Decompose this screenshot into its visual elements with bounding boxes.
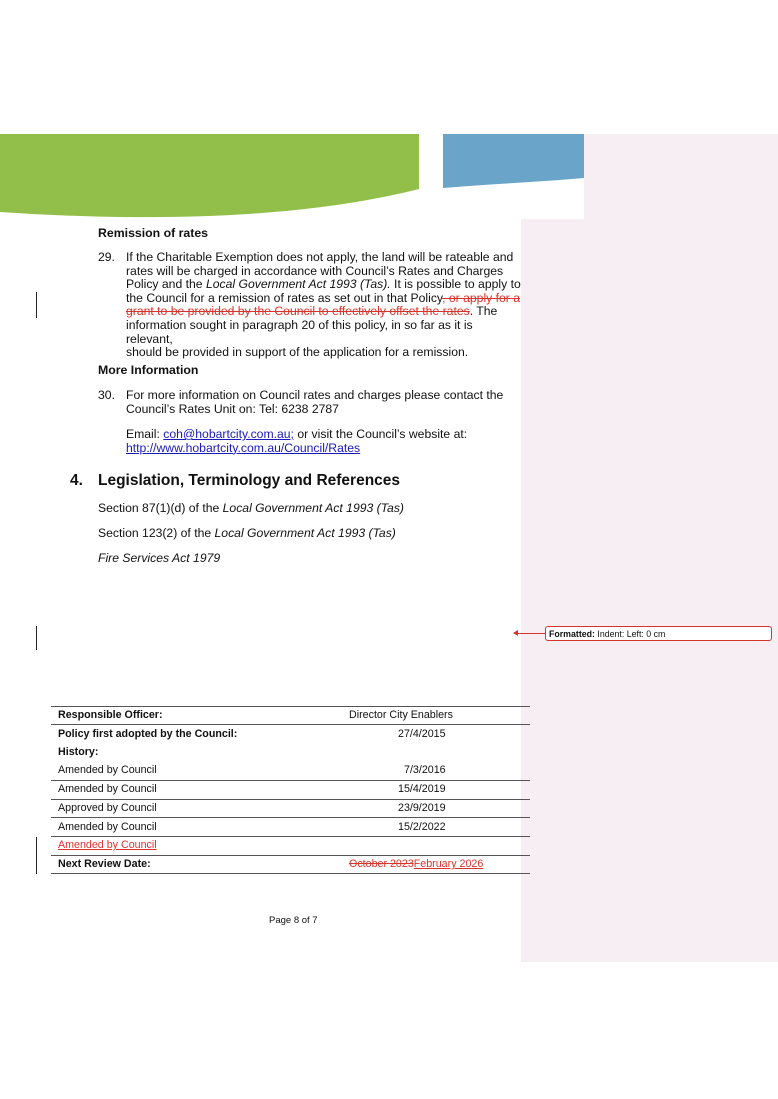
page-number: Page 8 of 7: [269, 915, 318, 926]
item-30-number: 30.: [98, 388, 115, 402]
email-link[interactable]: coh@hobartcity.com.au;: [163, 427, 294, 441]
item-29-line: If the Charitable Exemption does not apply, the land will be rateable and: [126, 250, 514, 264]
history-label: Amended by Council: [58, 821, 157, 833]
item-29-line: the Council for a remission of rates as set out in that Policy, or apply for a: [126, 290, 521, 305]
table-row: [51, 761, 530, 779]
table-row-history: [51, 743, 530, 761]
inserted-history-label: Amended by Council: [58, 839, 157, 851]
deleted-text: , or apply for a: [442, 290, 521, 305]
comment-anchor-arrow: [513, 630, 518, 636]
item-29-line: rates will be charged in accordance with Council’s Rates and Charges: [126, 263, 504, 278]
email-line: Email: coh@hobartcity.com.au; or visit the Council’s website at:: [126, 427, 468, 441]
history-label: History:: [58, 746, 99, 758]
review-label: Next Review Date:: [58, 858, 151, 870]
responsible-value: Director City Enablers: [349, 709, 453, 721]
change-bar: [36, 292, 37, 318]
table-row: [51, 780, 530, 798]
adopted-label: Policy first adopted by the Council:: [58, 728, 238, 740]
change-bar: [36, 626, 37, 650]
change-bar: [36, 837, 37, 874]
section-4-title: Legislation, Terminology and References: [98, 472, 401, 489]
reference-2: Section 123(2) of the Local Government Act 1993 (Tas): [98, 526, 396, 540]
history-date: 15/4/2019: [398, 783, 446, 795]
remission-heading: Remission of rates: [98, 226, 209, 240]
adopted-value: 27/4/2015: [398, 728, 446, 740]
history-label: Amended by Council: [58, 764, 157, 776]
blue-wave-shape: [443, 134, 584, 188]
header-banner: [0, 134, 584, 219]
responsible-label: Responsible Officer:: [58, 709, 163, 721]
review-value: [349, 858, 483, 870]
table-row-responsible: [51, 706, 530, 724]
reference-1: Section 87(1)(d) of the Local Government Act 1993 (Tas): [98, 501, 404, 515]
history-label: Amended by Council: [58, 783, 157, 795]
reference-3: Fire Services Act 1979: [98, 551, 221, 565]
markup-pane: [521, 219, 778, 962]
item-29-line: grant to be provided by the Council to effectively offset the rates. The: [126, 304, 498, 319]
inserted-text: February 2026: [413, 858, 484, 870]
item-29-number: 29.: [98, 250, 115, 264]
history-label: Approved by Council: [58, 802, 157, 814]
item-29-line: Policy and the Local Government Act 1993 (Tas). It is possible to apply to: [126, 277, 521, 292]
history-date: 7/3/2016: [404, 764, 446, 776]
item-29-paragraph: [126, 251, 521, 360]
table-row: [51, 818, 530, 836]
section-4-number: 4.: [70, 472, 83, 489]
deleted-text: grant to be provided by the Council to effectively offset the rates: [126, 304, 470, 319]
table-row-inserted: [51, 836, 530, 854]
item-29-line: information sought in paragraph 20 of this policy, in so far as it is relevant,: [126, 317, 473, 346]
comment-connector: [517, 633, 545, 634]
table-row-review: [51, 855, 530, 873]
markup-pane-top: [584, 134, 778, 219]
table-row: [51, 799, 530, 817]
table-row-adopted: [51, 725, 530, 743]
contact-block: [126, 428, 521, 455]
deleted-text: October 2023: [349, 858, 414, 870]
item-30-paragraph: [126, 389, 521, 416]
item-30-line: Council’s Rates Unit on: Tel: 6238 2787: [126, 401, 339, 416]
item-29-line: should be provided in support of the application for a remission.: [126, 345, 469, 360]
website-link[interactable]: http://www.hobartcity.com.au/Council/Rates: [126, 440, 361, 455]
green-wave-shape: [0, 134, 419, 217]
more-info-heading: More Information: [98, 363, 199, 377]
formatting-comment[interactable]: Formatted: Indent: Left: 0 cm: [545, 626, 772, 641]
history-date: 15/2/2022: [398, 821, 446, 833]
table-rule: [51, 873, 530, 874]
history-date: 23/9/2019: [398, 802, 446, 814]
item-30-line: For more information on Council rates and charges please contact the: [126, 388, 504, 402]
